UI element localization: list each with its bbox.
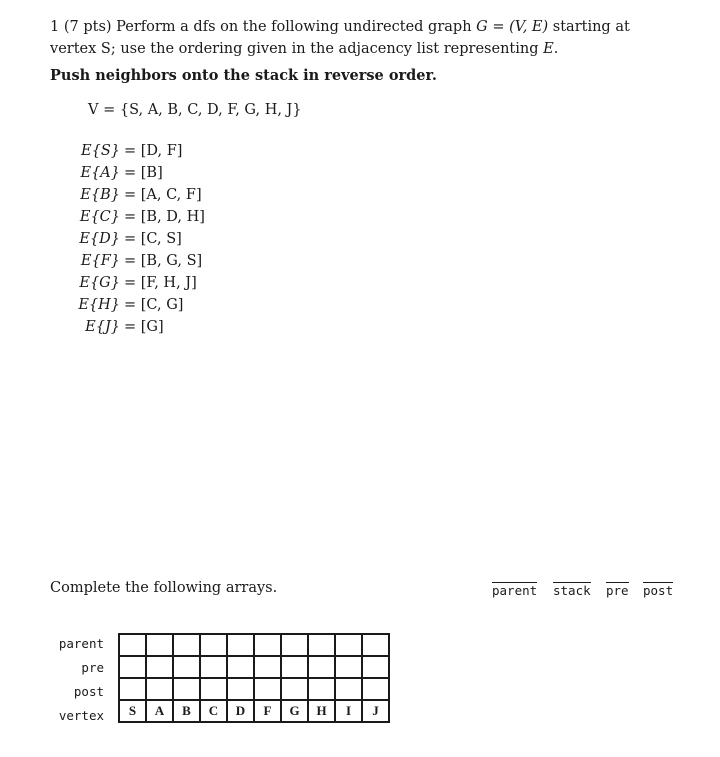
edge-lhs: E{S} [81, 143, 120, 159]
edge-set-symbol: E [543, 41, 554, 57]
edge-row-b [60, 184, 205, 206]
pre-row [119, 656, 389, 678]
graph-formula: G = (V, E) [476, 19, 549, 35]
parent-cell[interactable] [281, 634, 308, 656]
dfs-arrays-table [118, 633, 390, 723]
post-cell[interactable] [308, 678, 335, 700]
parent-cell[interactable] [335, 634, 362, 656]
legend-post: post [643, 583, 674, 598]
problem-points: (7 pts) [63, 19, 112, 35]
edge-lhs: E{G} [79, 275, 120, 291]
edge-row-c [60, 206, 205, 228]
edge-rhs: = [B, G, S] [124, 253, 203, 269]
edge-lhs: E{B} [80, 187, 120, 203]
row-label-post: post [73, 684, 104, 699]
edge-rhs: = [C, G] [124, 297, 184, 313]
instruction: Push neighbors onto the stack in reverse order. [50, 67, 437, 84]
row-label-parent: parent [58, 636, 104, 651]
post-row [119, 678, 389, 700]
vertex-set: V = {S, A, B, C, D, F, G, H, J} [88, 102, 302, 118]
vertex-cell-i: I [335, 700, 362, 722]
edge-rhs: = [C, S] [124, 231, 182, 247]
parent-cell[interactable] [173, 634, 200, 656]
legend-stack: stack [553, 583, 591, 598]
pre-cell[interactable] [254, 656, 281, 678]
problem-number: 1 [50, 19, 60, 35]
edge-row-g [60, 272, 205, 294]
parent-cell[interactable] [227, 634, 254, 656]
edge-rhs: = [F, H, J] [124, 275, 197, 291]
parent-cell[interactable] [119, 634, 146, 656]
problem-text-part2: starting at vertex S; use the ordering given in the adjacency list representing [50, 19, 630, 57]
parent-cell[interactable] [254, 634, 281, 656]
edge-row-f [60, 250, 205, 272]
vertex-cell-h: H [308, 700, 335, 722]
parent-cell[interactable] [362, 634, 389, 656]
vertex-cell-f: F [254, 700, 281, 722]
pre-cell[interactable] [146, 656, 173, 678]
edge-row-s [60, 140, 205, 162]
complete-arrays-text: Complete the following arrays. [50, 580, 278, 596]
problem-text-part1: Perform a dfs on the following undirected graph [116, 19, 472, 35]
vertex-cell-d: D [227, 700, 254, 722]
pre-cell[interactable] [308, 656, 335, 678]
edge-lhs: E{J} [85, 319, 120, 335]
vertex-cell-c: C [200, 700, 227, 722]
edge-lhs: E{H} [78, 297, 120, 313]
edge-lhs: E{F} [80, 253, 120, 269]
adjacency-list [60, 140, 205, 338]
pre-cell[interactable] [362, 656, 389, 678]
post-cell[interactable] [200, 678, 227, 700]
pre-cell[interactable] [227, 656, 254, 678]
edge-rhs: = [B, D, H] [124, 209, 205, 225]
edge-rhs: = [B] [124, 165, 163, 181]
post-cell[interactable] [362, 678, 389, 700]
edge-rhs: = [A, C, F] [124, 187, 202, 203]
post-cell[interactable] [254, 678, 281, 700]
edge-row-d [60, 228, 205, 250]
pre-cell[interactable] [335, 656, 362, 678]
legend-parent: parent [492, 583, 538, 598]
post-cell[interactable] [146, 678, 173, 700]
post-cell[interactable] [335, 678, 362, 700]
parent-row [119, 634, 389, 656]
problem-end: . [553, 41, 559, 57]
row-label-pre: pre [81, 660, 104, 675]
vertex-cell-a: A [146, 700, 173, 722]
legend-pre: pre [606, 583, 629, 598]
pre-cell[interactable] [173, 656, 200, 678]
vertex-cell-s: S [119, 700, 146, 722]
post-cell[interactable] [119, 678, 146, 700]
edge-row-h [60, 294, 205, 316]
edge-rhs: = [G] [124, 319, 164, 335]
post-cell[interactable] [281, 678, 308, 700]
parent-cell[interactable] [146, 634, 173, 656]
edge-lhs: E{C} [79, 209, 120, 225]
vertex-row [119, 700, 389, 722]
row-label-vertex: vertex [58, 708, 104, 723]
edge-rhs: = [D, F] [124, 143, 183, 159]
edge-lhs: E{D} [79, 231, 120, 247]
parent-cell[interactable] [308, 634, 335, 656]
vertex-cell-b: B [173, 700, 200, 722]
parent-cell[interactable] [200, 634, 227, 656]
pre-cell[interactable] [119, 656, 146, 678]
post-cell[interactable] [173, 678, 200, 700]
problem-statement [50, 16, 676, 60]
edge-row-j [60, 316, 205, 338]
vertex-cell-j: J [362, 700, 389, 722]
edge-lhs: E{A} [80, 165, 120, 181]
pre-cell[interactable] [200, 656, 227, 678]
pre-cell[interactable] [281, 656, 308, 678]
vertex-cell-g: G [281, 700, 308, 722]
edge-row-a [60, 162, 205, 184]
post-cell[interactable] [227, 678, 254, 700]
